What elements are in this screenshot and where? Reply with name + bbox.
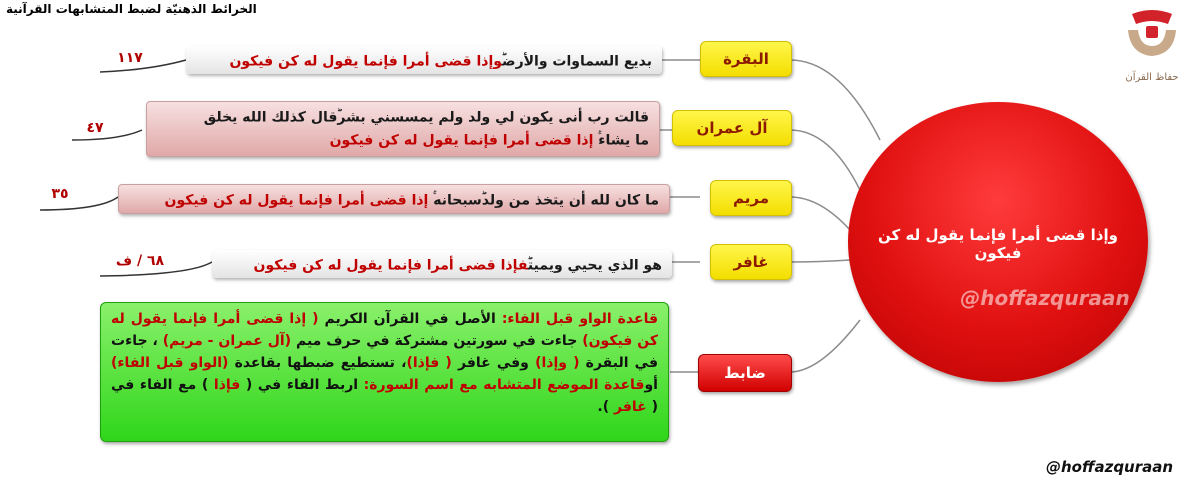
surah-tag-maryam: مريم bbox=[710, 180, 792, 216]
rule-tag: ضابط bbox=[698, 354, 792, 392]
rule-text: وفي غافر bbox=[451, 355, 536, 371]
rule-box bbox=[100, 302, 669, 442]
verse-text-mid: سبحانه bbox=[433, 192, 482, 209]
logo-caption: حفاظ القرآن bbox=[1125, 72, 1179, 83]
verse-highlight: فإذا قضى أمرا فإنما يقول له كن فيكون bbox=[253, 257, 528, 274]
rule-heading-1: قاعدة الواو قبل الفاء: bbox=[501, 311, 658, 327]
verse-line-2 bbox=[157, 128, 649, 151]
rule-text: اربط الفاء في ( bbox=[240, 377, 364, 393]
rule-text: ، جاءت في البقرة bbox=[111, 333, 659, 371]
surah-tag-ghafir: غافر bbox=[710, 244, 792, 280]
rule-quote: غافر bbox=[614, 399, 647, 415]
verse-number-ghafir: ٦٨ / ف bbox=[115, 253, 165, 269]
verse-line-1 bbox=[157, 105, 649, 128]
verse-number-maryam: ٣٥ bbox=[51, 186, 69, 202]
verse-text: هو الذي يحيي ويميت bbox=[527, 257, 662, 274]
watermark: @hoffazquraan bbox=[960, 286, 1130, 310]
rule-text: جاءت في سورتين مشتركة في حرف ميم bbox=[291, 333, 583, 349]
verse-highlight: إذا قضى أمرا فإنما يقول له كن فيكون bbox=[164, 192, 429, 209]
verse-text: ما كان لله أن يتخذ من ولد bbox=[481, 192, 659, 209]
central-node-text: وإذا قضى أمرا فإنما يقول له كن فيكون bbox=[878, 226, 1118, 262]
rule-text: ) مع الفاء في ( bbox=[111, 377, 658, 415]
verse-text: قالت رب أنى يكون لي ولد ولم يمسسني بشر bbox=[337, 109, 649, 126]
verse-number-baqarah: ١١٧ bbox=[117, 50, 143, 66]
rule-text: ، تستطيع ضبطها بقاعدة bbox=[228, 355, 407, 371]
verse-highlight: إذا قضى أمرا فإنما يقول له كن فيكون bbox=[329, 132, 594, 149]
verse-maryam bbox=[118, 184, 670, 214]
verse-text: ما يشاء bbox=[598, 132, 649, 149]
rule-text: ). bbox=[597, 399, 615, 415]
verse-number-al-imran: ٤٧ bbox=[86, 120, 104, 136]
verse-al-imran bbox=[146, 101, 660, 157]
verse-ghafir bbox=[212, 250, 672, 278]
rule-text: أو bbox=[644, 377, 658, 393]
rule-quote: ( وإذا) bbox=[535, 355, 580, 371]
surah-tag-al-imran: آل عمران bbox=[672, 110, 792, 146]
rule-quote: ( فإذا) bbox=[406, 355, 452, 371]
rule-heading-2: (الواو قبل الفاء) bbox=[111, 355, 229, 371]
page-title: الخرائط الذهنيّة لضبط المتشابهات القرآنية bbox=[6, 2, 257, 16]
rule-heading-3: قاعدة الموضع المتشابه مع اسم السورة: bbox=[363, 377, 645, 393]
verse-text: بديع السماوات والأرض bbox=[502, 53, 652, 70]
surah-tag-baqarah: البقرة bbox=[700, 41, 792, 77]
verse-text-tail: قال كذلك الله يخلق bbox=[203, 109, 338, 126]
rule-quote: فإذا bbox=[213, 377, 241, 393]
verse-baqarah bbox=[186, 46, 662, 74]
footer-handle: @hoffazquraan bbox=[1046, 458, 1174, 476]
rule-quote: ( إذا قضى أمرا فإنما يقول له كن فيكون) bbox=[111, 311, 659, 349]
rule-text: الأصل في القرآن الكريم bbox=[318, 311, 502, 327]
verse-highlight: وإذا قضى أمرا فإنما يقول له كن فيكون bbox=[229, 53, 503, 70]
rule-quote: (آل عمران - مريم) bbox=[162, 333, 292, 349]
